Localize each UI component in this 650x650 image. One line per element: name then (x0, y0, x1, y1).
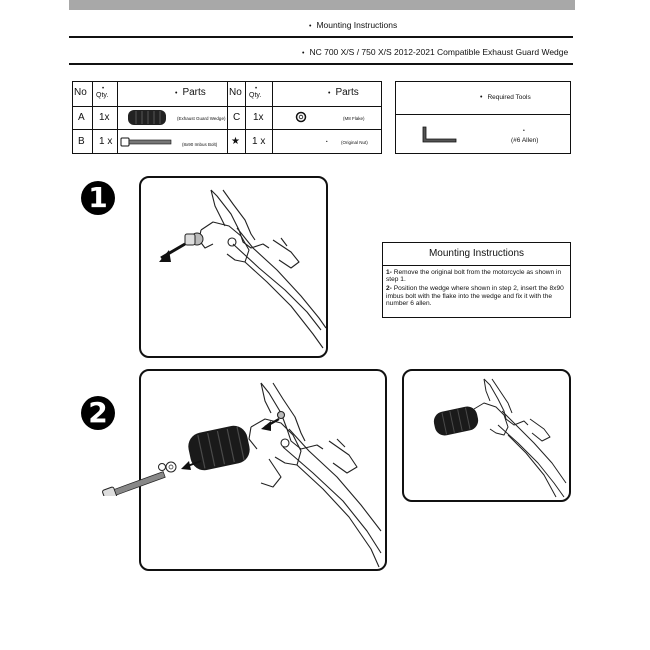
col-header-qty: • Qty. (96, 86, 109, 99)
col-header-qty: • Qty. (249, 86, 262, 99)
step1-illustration (139, 176, 328, 358)
col-header-parts: • Parts (328, 87, 359, 98)
motorcycle-bracket-drawing (141, 178, 326, 356)
row-no: C (233, 112, 241, 123)
row-no: B (78, 136, 85, 147)
allen-key-icon (420, 125, 460, 147)
bullet: • (326, 139, 328, 144)
part-label-nut: (Original Nut) (341, 140, 368, 145)
row-qty: 1x (99, 112, 110, 123)
row-no-star: ★ (231, 136, 240, 147)
result-illustration (402, 369, 571, 502)
tools-title: • Required Tools (480, 94, 531, 101)
step-number-2: 2 (81, 396, 115, 430)
step-number-1: 1 (81, 181, 115, 215)
wedge-installed-drawing (404, 371, 569, 500)
wedge-mounting-drawing (141, 371, 385, 569)
row-no: A (78, 112, 85, 123)
row-qty: 1 x (99, 136, 113, 147)
part-label-bolt: (8x90 Imbus Bolt) (182, 142, 218, 147)
instructions-title: Mounting Instructions (383, 243, 570, 266)
page-title: • Mounting Instructions (309, 20, 397, 30)
bolt-and-washer-drawing (96, 450, 176, 496)
instruction-step-1: 1- Remove the original bolt from the motorcycle as shown in step 1. (386, 269, 562, 284)
wedge-part-image (126, 109, 170, 127)
row-qty: 1x (253, 112, 264, 123)
step2-illustration (139, 369, 387, 571)
col-header-no: No (229, 87, 242, 98)
row-qty: 1 x (252, 136, 266, 147)
page-subtitle: • NC 700 X/S / 750 X/S 2012-2021 Compatible Exhaust Guard Wedge (302, 47, 568, 57)
flake-part-image (295, 111, 307, 123)
instruction-step-2: 2- Position the wedge where shown in step 2, insert the 8x90 imbus bolt with the flake into the wedge and fix it with the number 6 allen. (386, 285, 564, 307)
tools-item: (#6 Allen) (511, 137, 539, 144)
part-label-wedge: (Exhaust Guard Wedge) (177, 116, 226, 121)
bolt-part-image (120, 136, 174, 148)
instructions-box (382, 242, 571, 318)
instructions-body (383, 266, 570, 310)
bullet: • (523, 128, 525, 134)
col-header-no: No (74, 87, 87, 98)
col-header-parts: • Parts (175, 87, 206, 98)
part-label-flake: (M8 Flake) (343, 116, 365, 121)
parts-table-grid (0, 0, 650, 170)
